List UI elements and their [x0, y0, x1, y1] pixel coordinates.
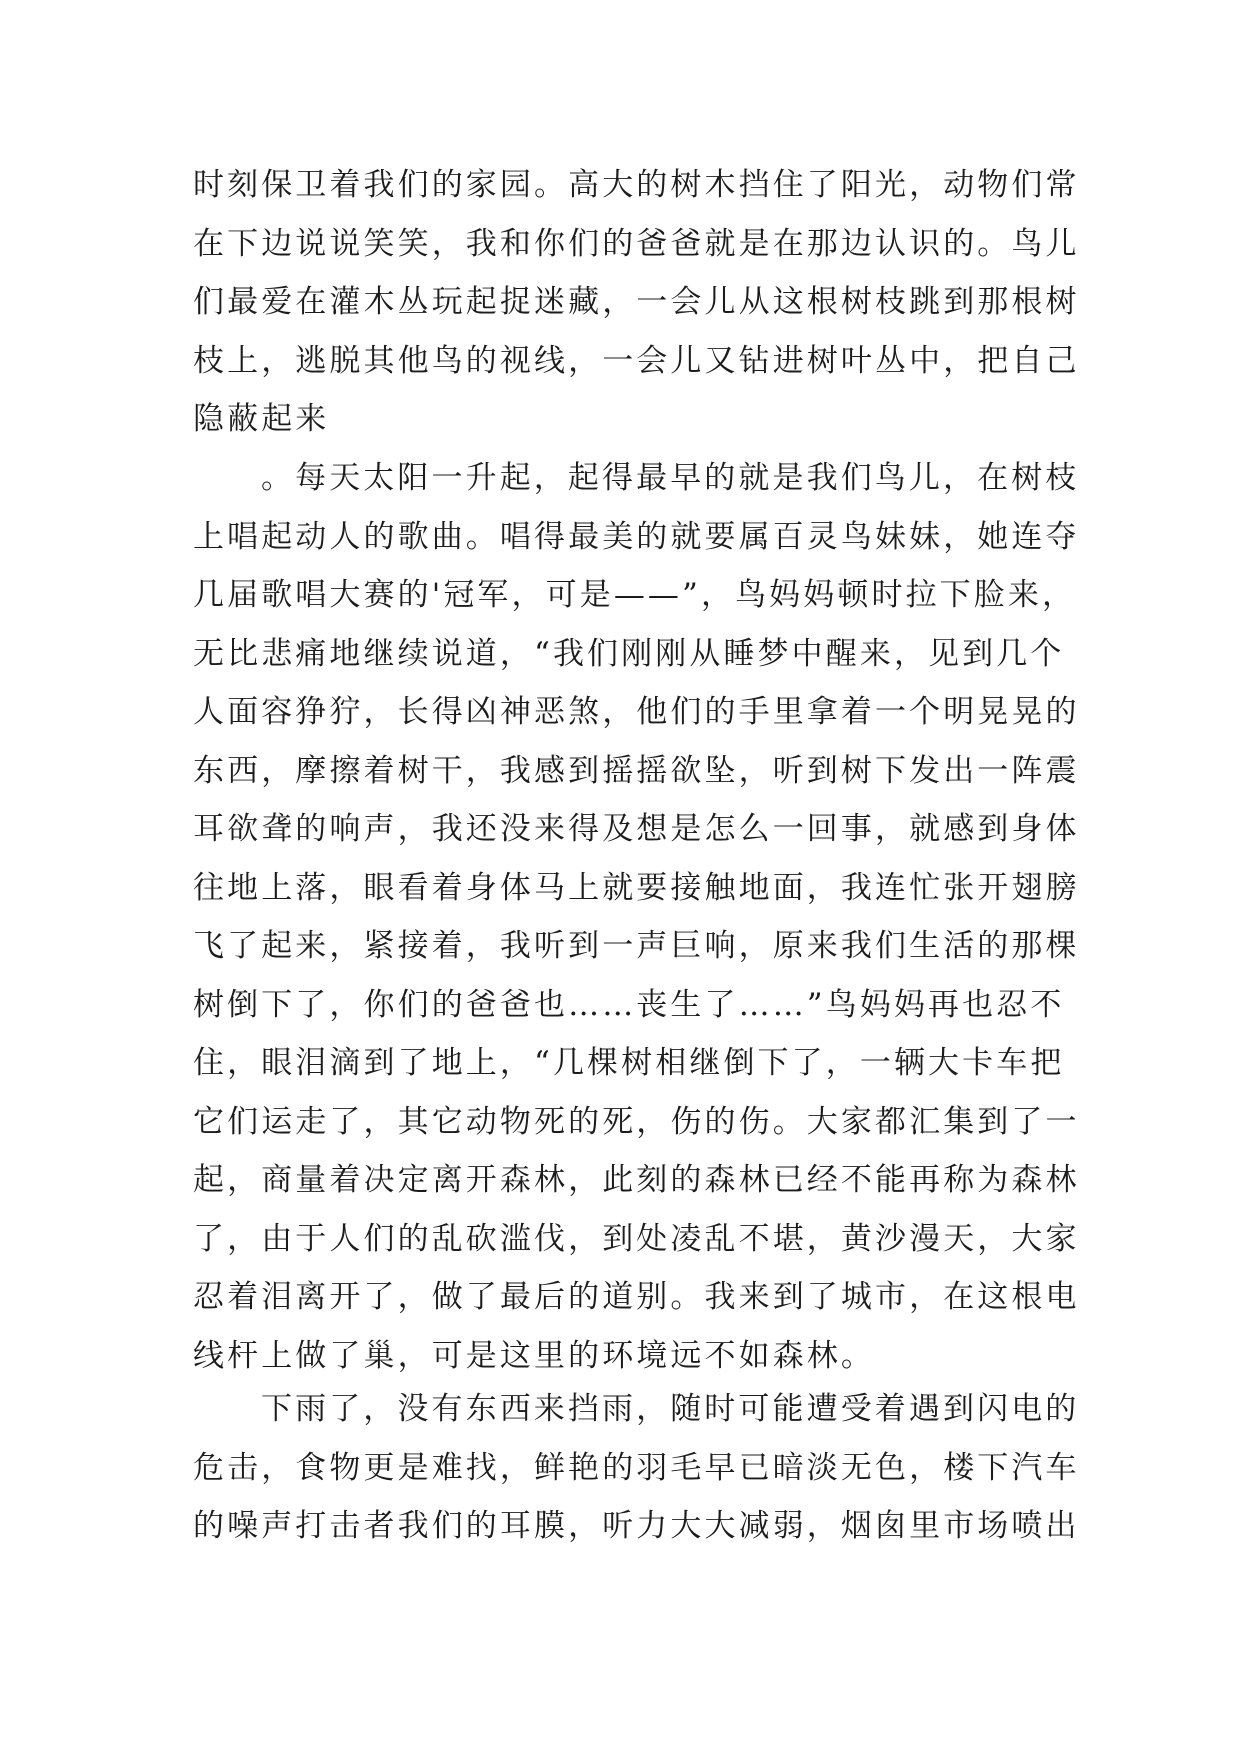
paragraph-2 — [193, 449, 1080, 1385]
paragraph-3 — [193, 1380, 1080, 1556]
paragraph-1 — [193, 156, 1080, 449]
text-line: 们最爱在灌木丛玩起捉迷藏，一会儿从这根树枝跳到那根树 — [193, 284, 1080, 320]
text-line: 危击，食物更是难找，鲜艳的羽毛早已暗淡无色，楼下汽车 — [193, 1449, 1080, 1486]
text-line: 无比悲痛地继续说道，“我们刚刚从睡梦中醒来，见到几个 — [193, 635, 1065, 672]
text-line: 耳欲聋的响声，我还没来得及想是怎么一回事，就感到身体 — [193, 811, 1080, 847]
text-line: 上唱起动人的歌曲。唱得最美的就要属百灵鸟妹妹，她连夺 — [193, 518, 1080, 555]
text-line: 往地上落，眼看着身体马上就要接触地面，我连忙张开翅膀 — [193, 869, 1080, 906]
text-line: 住，眼泪滴到了地上，“几棵树相继倒下了，一辆大卡车把 — [193, 1045, 1065, 1081]
text-line: 的噪声打击者我们的耳膜，听力大大减弱，烟囱里市场喷出 — [193, 1508, 1080, 1544]
text-line: 隐蔽起来 — [193, 401, 330, 437]
text-line: 了，由于人们的乱砍滥伐，到处凌乱不堪，黄沙漫天，大家 — [193, 1220, 1080, 1257]
text-line: 它们运走了，其它动物死的死，伤的伤。大家都汇集到了一 — [193, 1103, 1080, 1140]
text-line: 起，商量着决定离开森林，此刻的森林已经不能再称为森林 — [193, 1162, 1080, 1198]
text-line: 人面容狰狞，长得凶神恶煞，他们的手里拿着一个明晃晃的 — [193, 694, 1080, 730]
text-line: 几届歌唱大赛的'冠军，可是——”，鸟妈妈顿时拉下脸来， — [193, 577, 1077, 613]
text-line: 。每天太阳一升起，起得最早的就是我们鸟儿，在树枝 — [261, 460, 1080, 496]
text-line: 时刻保卫着我们的家园。高大的树木挡住了阳光，动物们常 — [193, 167, 1080, 203]
text-line: 下雨了，没有东西来挡雨，随时可能遭受着遇到闪电的 — [261, 1391, 1080, 1427]
text-line: 东西，摩擦着树干，我感到摇摇欲坠，听到树下发出一阵震 — [193, 752, 1080, 789]
text-line: 枝上，逃脱其他鸟的视线，一会儿又钻进树叶丛中，把自己 — [193, 342, 1080, 379]
text-line: 树倒下了，你们的爸爸也……丧生了……”鸟妈妈再也忍不 — [193, 986, 1065, 1023]
text-line: 在下边说说笑笑，我和你们的爸爸就是在那边认识的。鸟儿 — [193, 225, 1080, 262]
text-line: 线杆上做了巢，可是这里的环境远不如森林。 — [193, 1337, 875, 1374]
text-line: 忍着泪离开了，做了最后的道别。我来到了城市，在这根电 — [193, 1279, 1080, 1315]
text-line: 飞了起来，紧接着，我听到一声巨响，原来我们生活的那棵 — [193, 928, 1080, 964]
